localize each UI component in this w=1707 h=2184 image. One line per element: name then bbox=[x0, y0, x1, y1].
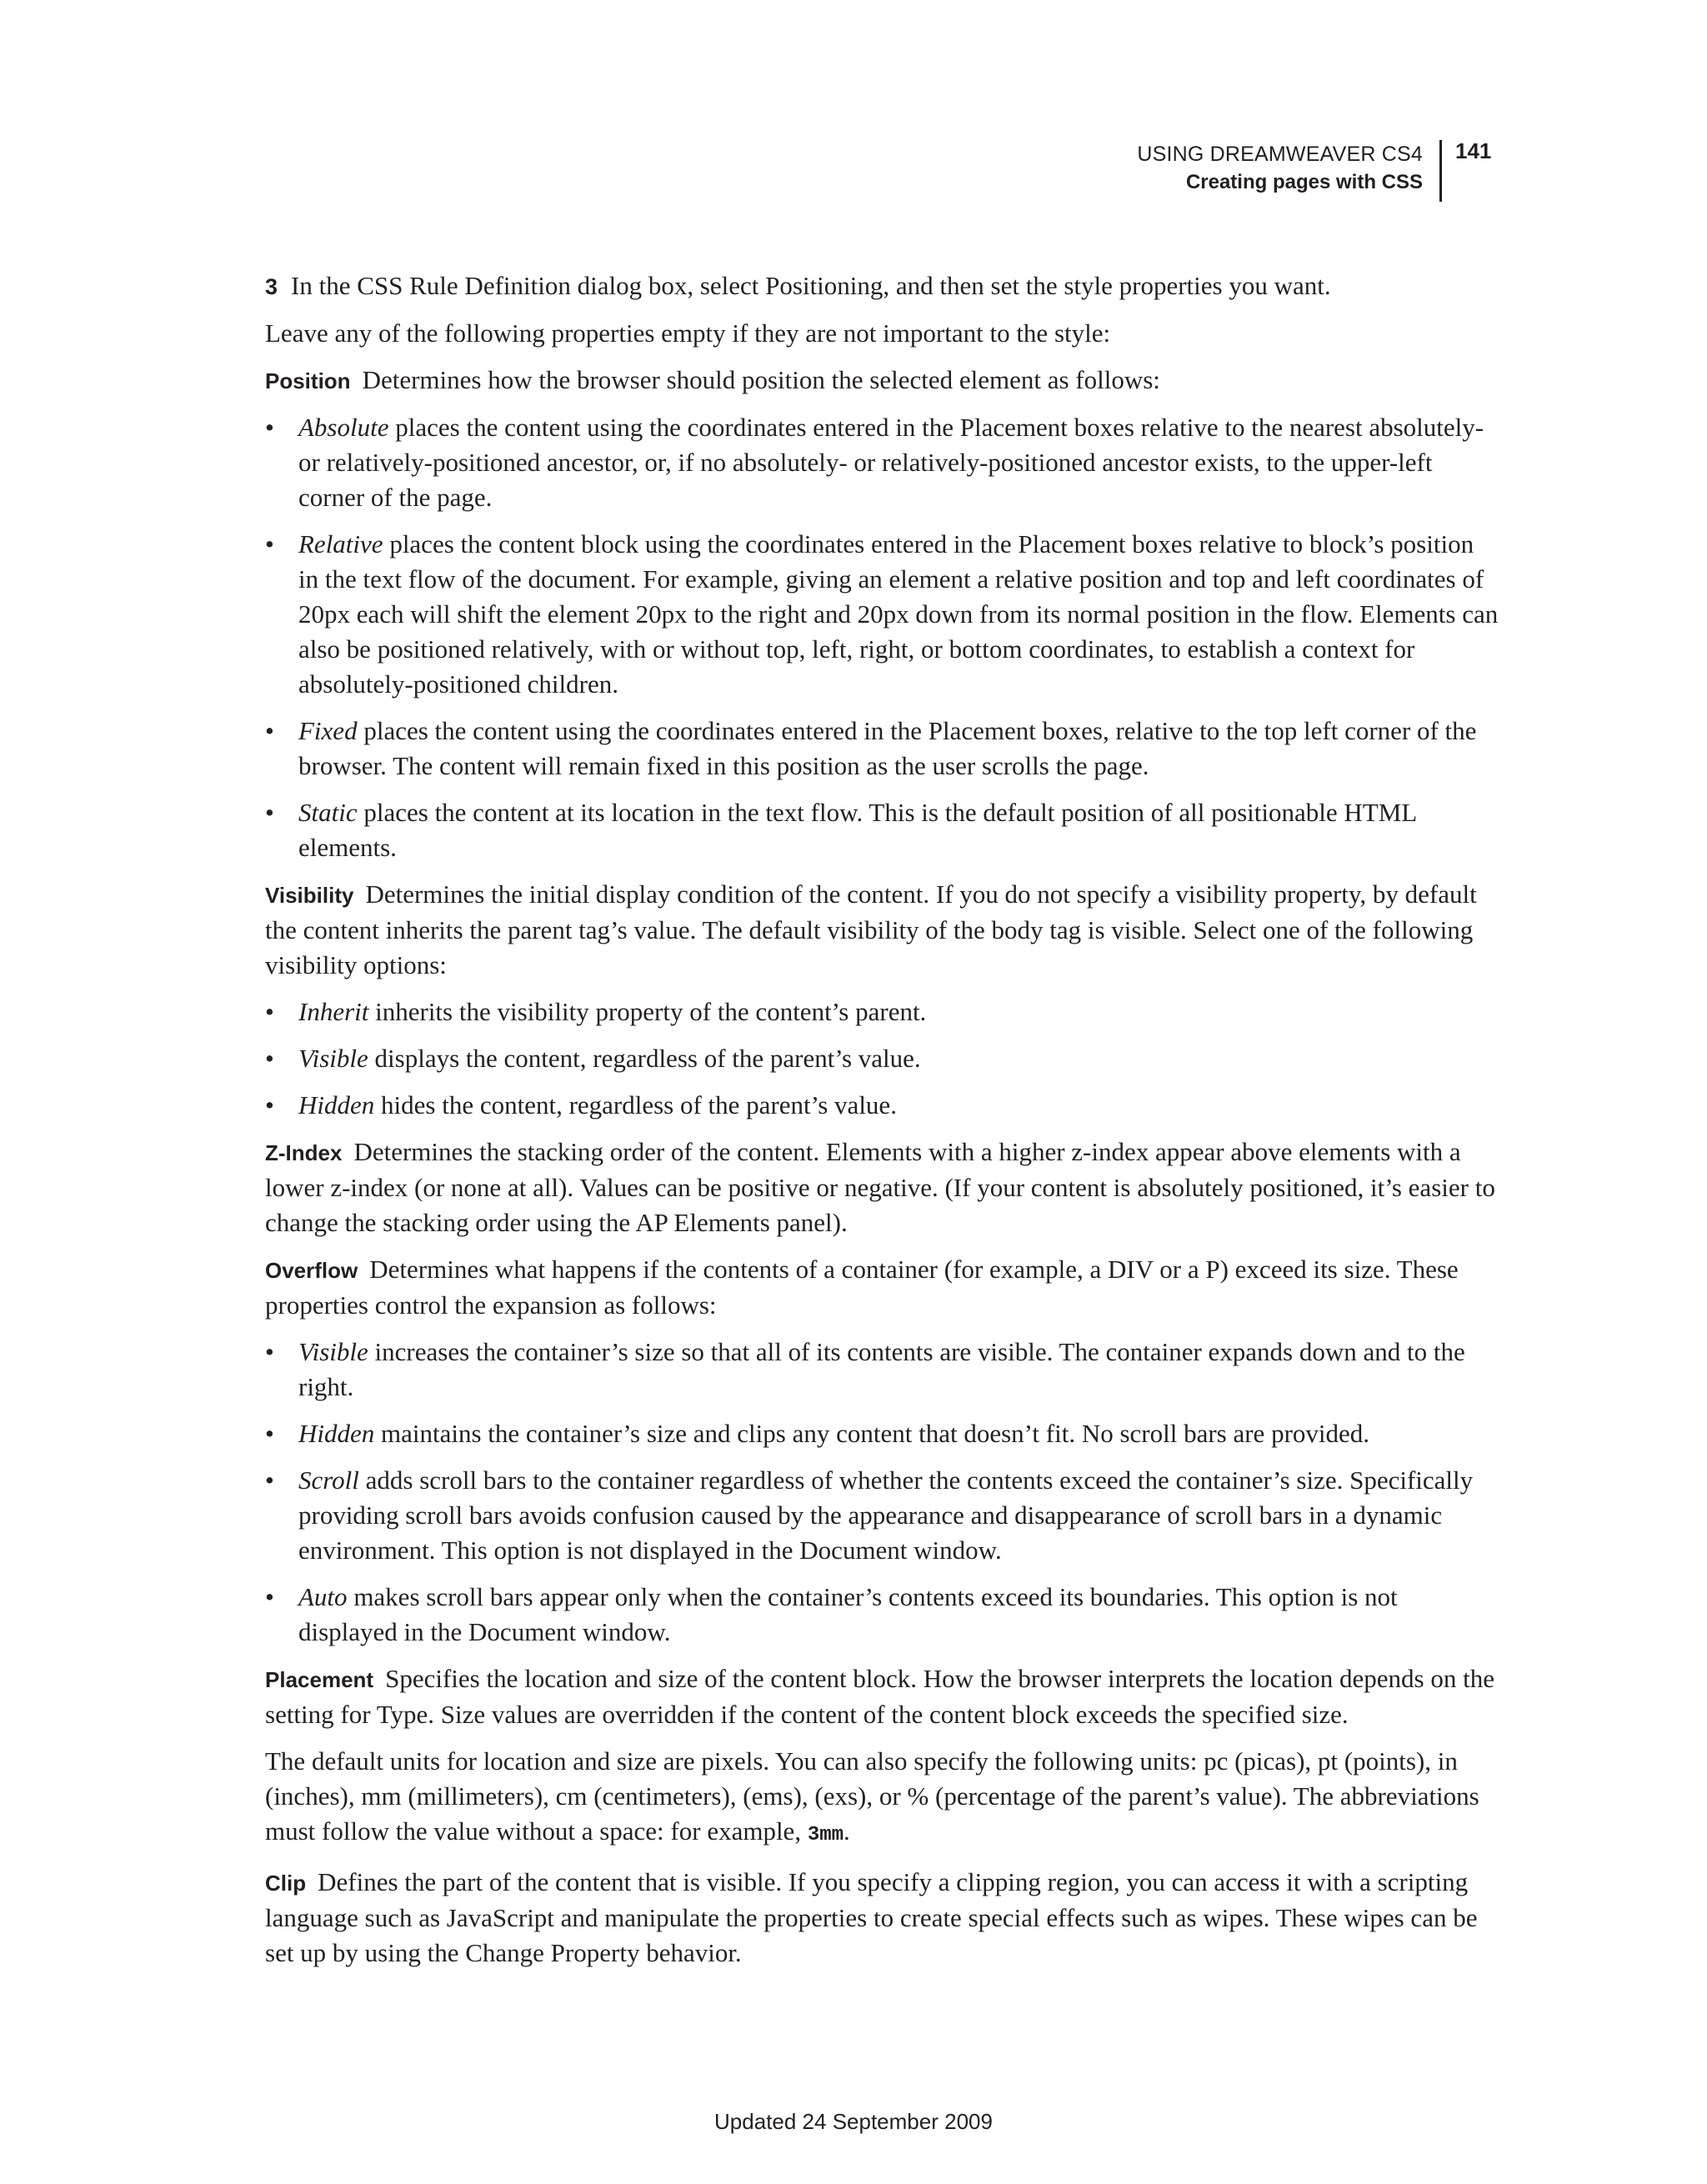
code-sample: 3mm bbox=[807, 1824, 844, 1846]
bullet-icon: • bbox=[265, 413, 274, 442]
overflow-list bbox=[265, 1335, 1499, 1650]
bullet-icon: • bbox=[265, 716, 274, 745]
placement-term: Placement bbox=[265, 1667, 374, 1692]
overflow-text: Determines what happens if the contents of a container (for example, a DIV or a P) exceed its size. These properties control the expansion as follows: bbox=[265, 1255, 1459, 1320]
bullet-icon: • bbox=[265, 997, 274, 1026]
placement-definition bbox=[265, 1661, 1499, 1732]
page-body bbox=[265, 268, 1499, 1982]
bullet-icon: • bbox=[265, 1090, 274, 1120]
list-item: • Scroll adds scroll bars to the container regardless of whether the contents exceed the container’s size. Specifically providing scroll bars avoids confusion caused by the appearance and disappearance of scroll bars in a dynamic environment. This option is not displayed in the Document window. bbox=[265, 1463, 1499, 1568]
overflow-term: Overflow bbox=[265, 1258, 358, 1283]
step-text: In the CSS Rule Definition dialog box, select Positioning, and then set the style properties you want. bbox=[291, 271, 1331, 300]
bullet-icon: • bbox=[265, 529, 274, 559]
list-item: • Hidden hides the content, regardless of the parent’s value. bbox=[265, 1088, 1499, 1123]
running-header bbox=[789, 140, 1442, 202]
page-footer: Updated 24 September 2009 bbox=[714, 2109, 993, 2134]
overflow-definition bbox=[265, 1252, 1499, 1323]
position-list bbox=[265, 410, 1499, 865]
position-definition bbox=[265, 363, 1499, 398]
units-paragraph: The default units for location and size are pixels. You can also specify the following units: pc (picas), pt (points), in (inches), mm (millimeters), cm (centimeters), (ems), (exs), or % (percentage of the parent’s value). The abbreviations must follow the value without a space: for example, 3mm. bbox=[265, 1746, 1479, 1846]
visibility-definition bbox=[265, 877, 1499, 983]
visibility-text: Determines the initial display condition of the content. If you do not specify a visibility property, by default the content inherits the parent tag’s value. The default visibility of the body tag is visible. Select one of the following visibility options: bbox=[265, 879, 1477, 979]
list-item: • Fixed places the content using the coordinates entered in the Placement boxes, relative to the top left corner of the browser. The content will remain fixed in this position as the user scrolls the page. bbox=[265, 714, 1499, 784]
visibility-list bbox=[265, 994, 1499, 1123]
page-number: 141 bbox=[1455, 138, 1492, 163]
bullet-icon: • bbox=[265, 1419, 274, 1448]
list-item: • Auto makes scroll bars appear only when the container’s contents exceed its boundaries. This option is not displayed in the Document window. bbox=[265, 1580, 1499, 1650]
list-item: • Hidden maintains the container’s size and clips any content that doesn’t fit. No scroll bars are provided. bbox=[265, 1416, 1499, 1451]
zindex-definition bbox=[265, 1135, 1499, 1240]
book-title: USING DREAMWEAVER CS4 bbox=[1137, 143, 1423, 166]
list-item: • Inherit inherits the visibility property of the content’s parent. bbox=[265, 994, 1499, 1029]
bullet-icon: • bbox=[265, 1044, 274, 1073]
list-item: • Static places the content at its location in the text flow. This is the default position of all positionable HTML elements. bbox=[265, 795, 1499, 865]
clip-term: Clip bbox=[265, 1871, 307, 1896]
step-number: 3 bbox=[265, 274, 278, 299]
visibility-term: Visibility bbox=[265, 883, 354, 908]
bullet-icon: • bbox=[265, 1465, 274, 1495]
placement-text: Specifies the location and size of the content block. How the browser interprets the location depends on the setting for Type. Size values are overridden if the content of the content block exceeds the specified size. bbox=[265, 1664, 1494, 1729]
chapter-title: Creating pages with CSS bbox=[1185, 171, 1423, 193]
bullet-icon: • bbox=[265, 1582, 274, 1611]
list-item: • Visible displays the content, regardless of the parent’s value. bbox=[265, 1041, 1499, 1076]
bullet-icon: • bbox=[265, 798, 274, 827]
clip-definition bbox=[265, 1865, 1499, 1971]
intro-paragraph: Leave any of the following properties empty if they are not important to the style: bbox=[265, 318, 1111, 348]
step-paragraph bbox=[265, 268, 1499, 304]
bullet-icon: • bbox=[265, 1337, 274, 1366]
zindex-term: Z-Index bbox=[265, 1140, 343, 1165]
list-item: • Visible increases the container’s size so that all of its contents are visible. The container expands down and to the right. bbox=[265, 1335, 1499, 1405]
zindex-text: Determines the stacking order of the content. Elements with a higher z-index appear above elements with a lower z-index (or none at all). Values can be positive or negative. (If your content is absolutely positioned, it’s easier to change the stacking order using the AP Elements panel). bbox=[265, 1137, 1495, 1237]
list-item: • Relative places the content block using the coordinates entered in the Placement boxes relative to block’s position in the text flow of the document. For example, giving an element a relative position and top and left coordinates of 20px each will shift the element 20px to the right and 20px down from its normal position in the flow. Elements can also be positioned relatively, with or without top, left, right, or bottom coordinates, to establish a context for absolutely-positioned children. bbox=[265, 527, 1499, 702]
position-text: Determines how the browser should position the selected element as follows: bbox=[362, 365, 1160, 394]
clip-text: Defines the part of the content that is visible. If you specify a clipping region, you can access it with a scripting language such as JavaScript and manipulate the properties to create special effects such as wipes. These wipes can be set up by using the Change Property behavior. bbox=[265, 1867, 1478, 1967]
list-item: • Absolute places the content using the coordinates entered in the Placement boxes relative to the nearest absolutely- or relatively-positioned ancestor, or, if no absolutely- or relatively-positioned ancestor exists, to the upper-left corner of the page. bbox=[265, 410, 1499, 515]
position-term: Position bbox=[265, 368, 351, 393]
